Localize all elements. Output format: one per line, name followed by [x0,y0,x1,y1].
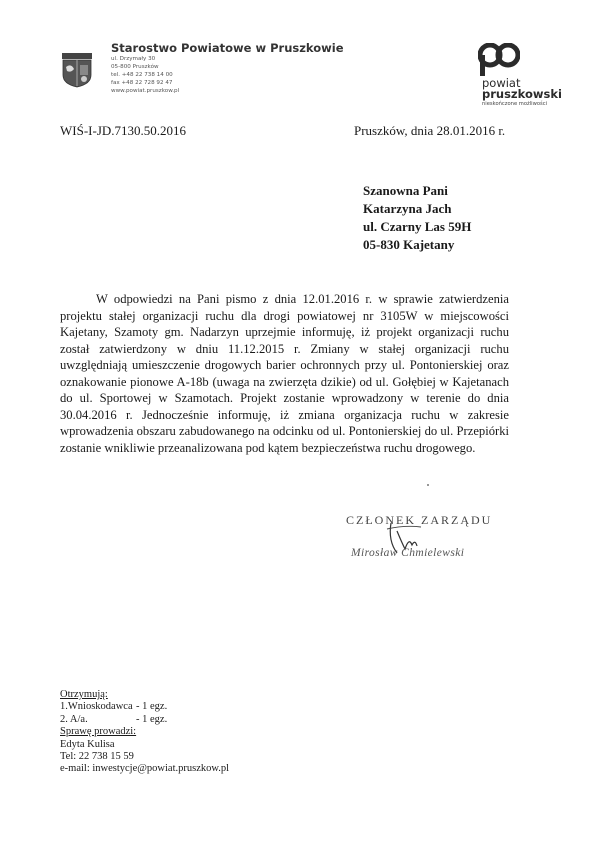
brand-line-1: powiat [482,76,521,90]
phone-line: tel. +48 22 738 14 00 [111,71,173,78]
scan-speck [427,484,429,486]
place-date: Pruszków, dnia 28.01.2016 r. [354,123,506,138]
organization-contact [111,56,179,96]
recipient-name: 2. A/a. [60,713,88,725]
recipient-copies: - 1 egz. [136,713,168,725]
addressee-salutation: Szanowna Pani [363,183,448,198]
address-line: ul. Drzymały 30 [111,56,156,62]
postal-line: 05-800 Pruszków [111,63,159,70]
letter-body: W odpowiedzi na Pani pismo z dnia 12.01.2016 r. w sprawie zatwierdzenia projektu stałej organizacji ruchu dla drogi powiatowej nr 3105W w miejscowości Kajetany, Szamoty gm. Nadarzyn uprzejmie informuję, iż projekt organizacji ruchu został zatwierdzony w dniu 11.12.2015 r. Zmiany w stałej organizacji ruchu uwzględniają umieszczenie drogowych barier ochronnych przy ul. Pontonierskiej oraz oznakowanie pionowe A-18b (uwaga na zwierzęta dzikie) od ul. Gołębiej w Kajetanach do ul. Sportowej w Szamotach. Projekt zostanie wprowadzony w terenie do dnia 30.04.2016 r. Jednocześnie informuję, iż zmiana organizacja ruchu w zakresie wprowadzenia obszaru zabudowanego na odcinku od ul. Pontonierskiej do ul. Przepiórki zostanie wnikliwie przeanalizowana pod kątem bezpieczeństwa ruchu drogowego. [60,292,509,455]
powiat-pruszkowski-logo-icon [478,43,520,77]
fax-line: fax +48 22 728 92 47 [111,79,173,86]
addressee-name: Katarzyna Jach [363,201,452,216]
handler-name: Edyta Kulisa [60,738,115,750]
handler-phone: Tel: 22 738 15 59 [60,751,134,763]
handler-email: e-mail: inwestycje@powiat.pruszkow.pl [60,763,230,775]
brand-tagline: nieskończone możliwości [482,101,548,107]
coat-of-arms-icon [62,53,92,88]
distribution-footer [60,689,229,776]
recipients-heading: Otrzymują: [60,689,108,700]
signatory-name: Mirosław Chmielewski [351,547,465,559]
signature-role: CZŁONEK ZARZĄDU [346,513,493,527]
recipient-name: 1.Wnioskodawca [60,701,133,713]
addressee-block [363,182,471,254]
handled-by-heading: Sprawę prowadzi: [60,726,137,738]
recipient-row [60,714,229,726]
website-line: www.powiat.pruszkow.pl [111,87,180,94]
brand-line-2: pruszkowski [482,87,562,101]
organization-name: Starostwo Powiatowe w Pruszkowie [111,41,344,55]
brand-wordmark [482,78,562,107]
case-number: WIŚ-I-JD.7130.50.2016 [60,123,187,138]
addressee-street: ul. Czarny Las 59H [363,219,472,234]
addressee-city: 05-830 Kajetany [363,237,455,252]
recipient-copies: - 1 egz. [136,701,168,713]
recipient-row [60,701,229,713]
